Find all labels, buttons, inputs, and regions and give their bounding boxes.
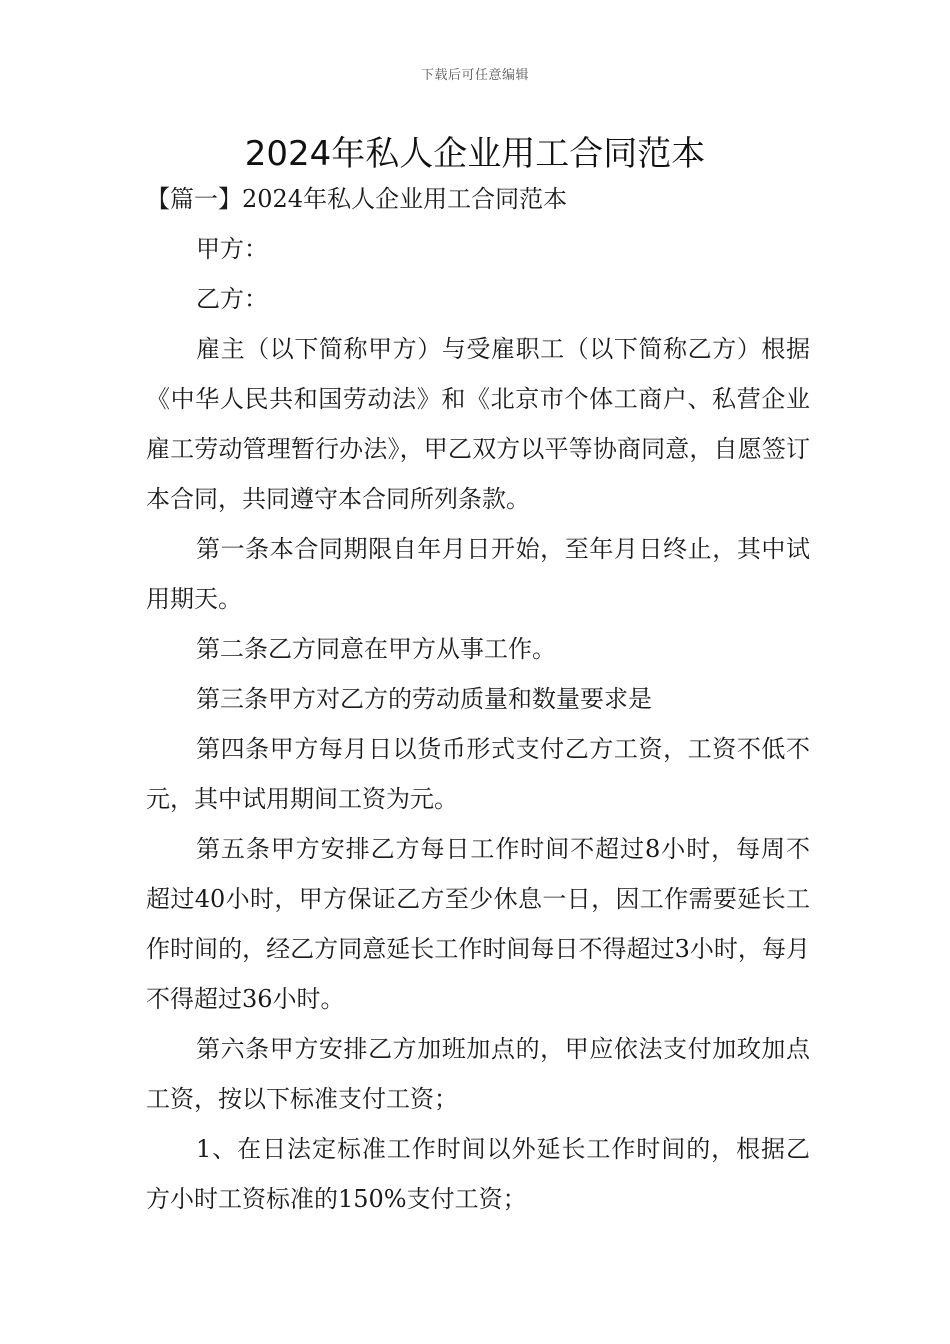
article-1: 第一条本合同期限自年月日开始，至年月日终止，其中试用期天。 (146, 535, 810, 613)
document-title: 2024年私人企业用工合同范本 (244, 134, 706, 174)
preamble-paragraph: 雇主（以下简称甲方）与受雇职工（以下简称乙方）根据《中华人民共和国劳动法》和《北京市个体工商户、私营企业雇工劳动管理暂行办法》，甲乙双方以平等协商同意，自愿签订本合同，共同遵守本合同所列条款。 (146, 335, 810, 513)
document-body (146, 174, 810, 1224)
article-4: 第四条甲方每月日以货币形式支付乙方工资，工资不低不元，其中试用期间工资为元。 (146, 735, 810, 813)
party-a-line: 甲方： (196, 235, 268, 263)
article-6: 第六条甲方安排乙方加班加点的，甲应依法支付加玫加点工资，按以下标准支付工资； (146, 1035, 810, 1113)
header-note: 下载后可任意编辑 (420, 68, 529, 83)
article-6-item-1: 1、在日法定标准工作时间以外延长工作时间的，根据乙方小时工资标准的150%支付工资； (146, 1135, 810, 1213)
section-heading: 【篇一】2024年私人企业用工合同范本 (146, 185, 568, 213)
article-3: 第三条甲方对乙方的劳动质量和数量要求是 (196, 685, 652, 713)
party-b-line: 乙方： (196, 285, 268, 313)
article-5: 第五条甲方安排乙方每日工作时间不超过8小时，每周不超过40小时，甲方保证乙方至少休息一日，因工作需要延长工作时间的，经乙方同意延长工作时间每日不得超过3小时，每月不得超过36小时。 (146, 835, 810, 1013)
article-2: 第二条乙方同意在甲方从事工作。 (196, 635, 556, 663)
